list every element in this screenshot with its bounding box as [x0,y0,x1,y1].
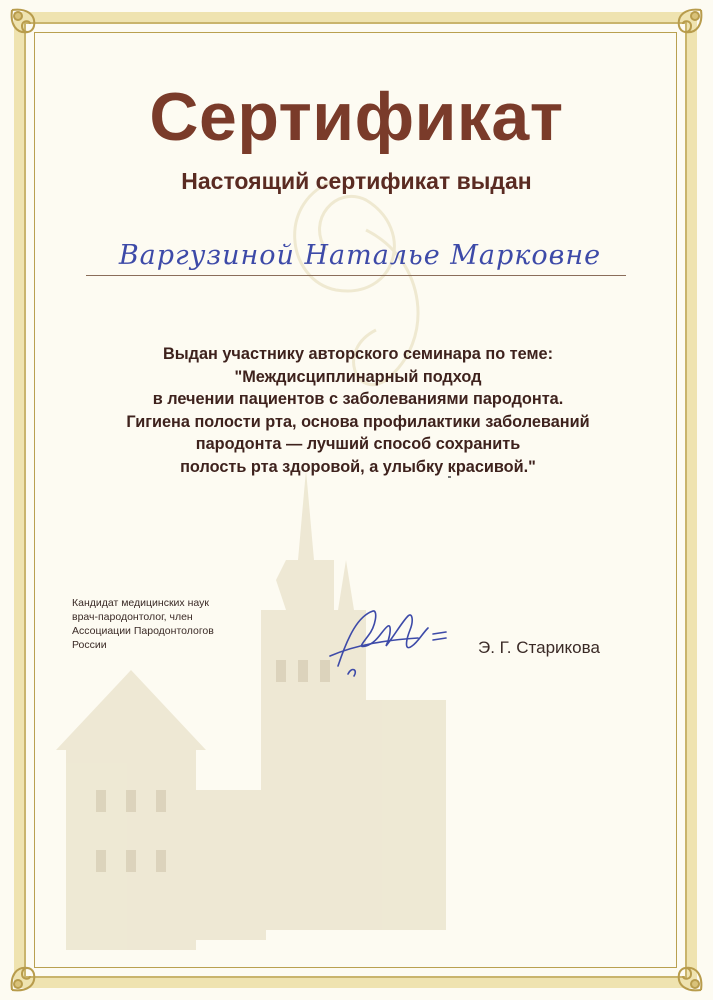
body-line: полость рта здоровой, а улыбку красивой." [180,457,536,476]
credential-line: Ассоциации Пародонтологов [72,625,214,637]
seminar-description [80,343,636,478]
credential-line: Кандидат медицинских наук [72,597,209,609]
signer-credentials [72,596,272,652]
body-line: пародонта — лучший способ сохранить [195,435,521,453]
ornament-corner-icon [643,4,707,68]
body-line: в лечении пациентов с заболеваниями пародонта. [152,390,564,408]
handwritten-signature [318,596,458,686]
signer-name: Э. Г. Старикова [478,638,600,657]
ornament-corner-icon [6,4,70,68]
ornament-corner-icon [643,932,707,996]
ink-speck [448,476,451,478]
ornament-corner-icon [6,932,70,996]
body-line: Гигиена полости рта, основа профилактики заболеваний [126,412,590,431]
recipient-name: Варгузиной Наталье Марковне [118,240,602,271]
credential-line: врач-пародонтолог, член [72,611,193,623]
body-line: Выдан участнику авторского семинара по теме: [162,345,554,363]
body-line: "Междисциплинарный подход [234,367,482,386]
certificate-title: Сертификат [149,79,564,155]
recipient-underline [86,275,626,276]
certificate-subtitle: Настоящий сертификат выдан [181,168,532,194]
credential-line: России [72,639,107,651]
